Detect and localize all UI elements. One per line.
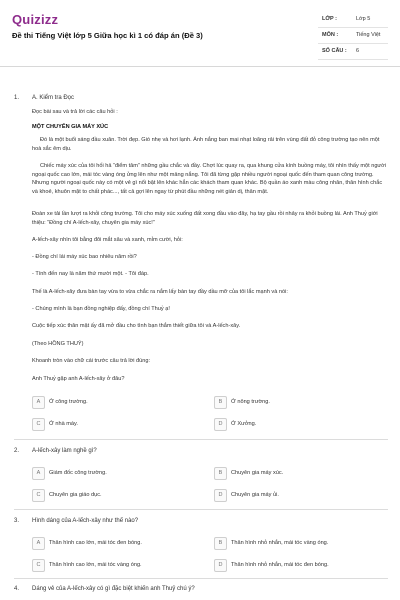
story-title: MỘT CHUYÊN GIA MÁY XÚC: [32, 124, 109, 130]
answer-option[interactable]: [214, 467, 364, 480]
option-text: Ở nhà máy.: [49, 420, 78, 427]
story-paragraph-6: - Tính đến nay là năm thứ mười một. - Tôi đáp.: [32, 271, 149, 277]
option-text: Ở nông trường.: [231, 398, 270, 405]
answer-option[interactable]: [214, 489, 364, 502]
option-letter: C: [32, 489, 45, 502]
meta-key: LỚP :: [322, 16, 337, 22]
answer-option[interactable]: [214, 537, 364, 550]
worksheet-header: [0, 0, 400, 67]
page-title: Đề thi Tiếng Việt lớp 5 Giữa học kì 1 có đáp án (Đề 3): [12, 31, 203, 40]
option-letter: A: [32, 396, 45, 409]
answer-option[interactable]: [214, 418, 364, 431]
question-number: 3.: [14, 518, 20, 524]
option-text: Thân hình nhỏ nhắn, mái tóc đen bóng.: [231, 561, 329, 568]
question-number: 4.: [14, 586, 20, 592]
meta-value: Lớp 5: [356, 16, 371, 22]
answer-option[interactable]: [32, 396, 182, 409]
question-text: Hình dáng của A-lếch-xây như thế nào?: [32, 518, 139, 524]
option-text: Chuyên gia máy xúc.: [231, 469, 284, 476]
option-text: Ở Xưởng.: [231, 420, 257, 427]
question-divider: [14, 578, 388, 579]
question-divider: [14, 509, 388, 510]
option-text: Ở công trường.: [49, 398, 88, 405]
option-letter: C: [32, 559, 45, 572]
answer-option[interactable]: [214, 559, 364, 572]
option-letter: A: [32, 467, 45, 480]
question-text: A. Kiểm tra Đọc: [32, 95, 75, 101]
meta-key: MÔN :: [322, 32, 339, 38]
option-letter: C: [32, 418, 45, 431]
option-letter: D: [214, 418, 227, 431]
option-text: Chuyên gia giáo dục.: [49, 491, 102, 498]
option-letter: B: [214, 467, 227, 480]
option-text: Chuyên gia máy ủi.: [231, 491, 279, 498]
meta-row-class: [318, 12, 388, 28]
story-paragraph-1: Đó là một buổi sáng đầu xuân. Trời đẹp. Gió nhẹ và hơi lạnh. Ánh nắng ban mai nhạt loãng rải trên vùng đất đỏ công trường tạo nên một hoà sắc êm dịu.: [32, 137, 380, 152]
story-source: (Theo HỒNG THUỶ): [32, 341, 84, 347]
reading-instruction: Đọc bài sau và trả lời các câu hỏi :: [32, 109, 118, 115]
story-paragraph-5: - Đồng chí lái máy xúc bao nhiêu năm rồi?: [32, 254, 137, 260]
meta-value: 6: [356, 48, 360, 54]
story-paragraph-7: Thế là A-lếch-xây đưa bàn tay vừa to vừa chắc ra nắm lấy bàn tay đầy dầu mỡ của tôi lắc mạnh và nói:: [32, 289, 288, 295]
answer-option[interactable]: [32, 489, 182, 502]
story-paragraph-9: Cuộc tiếp xúc thân mật ấy đã mở đầu cho tình bạn thắm thiết giữa tôi và A-lếch-xây.: [32, 323, 241, 329]
meta-row-subject: [318, 28, 388, 44]
option-text: Thân hình cao lớn, mái tóc vàng óng.: [49, 561, 142, 568]
question-number: 1.: [14, 95, 20, 101]
option-letter: D: [214, 489, 227, 502]
story-paragraph-2: Chiếc máy xúc của tôi hối hả “điểm tâm” những gầu chắc và đầy. Chợt lúc quay ra, qua khung cửa kính buồng máy, tôi nhìn thấy một người ngoại quốc cao lớn, mái tóc vàng óng ửng lên như một mảng nắng. Tôi đã từng gặp nhiều người ngoại quốc đến tham quan công trường. Nhưng người ngoại quốc này có một vẻ gì nổi bật lên khác hẳn các khách tham quan khác. Bộ quần áo xanh màu công nhân, thân hình chắc và khoẻ, khuôn mặt to chất phác..., tất cả gợi lên ngay từ phút đầu những nét giản dị, thân mật.: [32, 163, 387, 195]
question-divider: [14, 439, 388, 440]
answer-option[interactable]: [32, 418, 182, 431]
option-text: Thân hình cao lớn, mái tóc đen bóng.: [49, 539, 142, 546]
answer-instruction: Khoanh tròn vào chữ cái trước câu trả lời đúng:: [32, 358, 151, 364]
quizizz-logo[interactable]: Quizizz: [12, 12, 59, 27]
option-text: Giám đốc công trường.: [49, 469, 107, 476]
option-letter: D: [214, 559, 227, 572]
story-paragraph-8: - Chúng mình là bạn đồng nghiệp đấy, đồng chí Thuỷ ạ!: [32, 306, 170, 312]
option-text: Thân hình nhỏ nhắn, mái tóc vàng óng.: [231, 539, 329, 546]
answer-option[interactable]: [32, 559, 182, 572]
option-letter: A: [32, 537, 45, 550]
meta-row-question-count: [318, 44, 388, 60]
meta-value: Tiếng Việt: [356, 32, 381, 38]
answer-option[interactable]: [32, 467, 182, 480]
story-paragraph-4: A-lếch-xây nhìn tôi bằng đôi mắt sâu và xanh, mỉm cười, hỏi:: [32, 237, 183, 243]
answer-option[interactable]: [214, 396, 364, 409]
story-paragraph-3: Đoàn xe tải lần lượt ra khỏi công trường. Tôi cho máy xúc xuống đất xong đầu vào đây, hạ tay gầu rồi nhảy ra khỏi buồng lái. Anh Thuỷ giới thiệu: “Đồng chí A-lếch-xây, chuyên gia máy xúc!”: [32, 211, 378, 226]
question-number: 2.: [14, 448, 20, 454]
option-letter: B: [214, 396, 227, 409]
question-text: A-lếch-xây làm nghề gì?: [32, 448, 97, 454]
answer-option[interactable]: [32, 537, 182, 550]
meta-key: SỐ CÂU :: [322, 48, 347, 54]
question-1-prompt: Anh Thuỷ gặp anh A-lếch-xây ở đâu?: [32, 376, 125, 382]
option-letter: B: [214, 537, 227, 550]
question-text: Dáng vẻ của A-lếch-xây có gì đặc biệt khiến anh Thuỷ chú ý?: [32, 586, 195, 592]
